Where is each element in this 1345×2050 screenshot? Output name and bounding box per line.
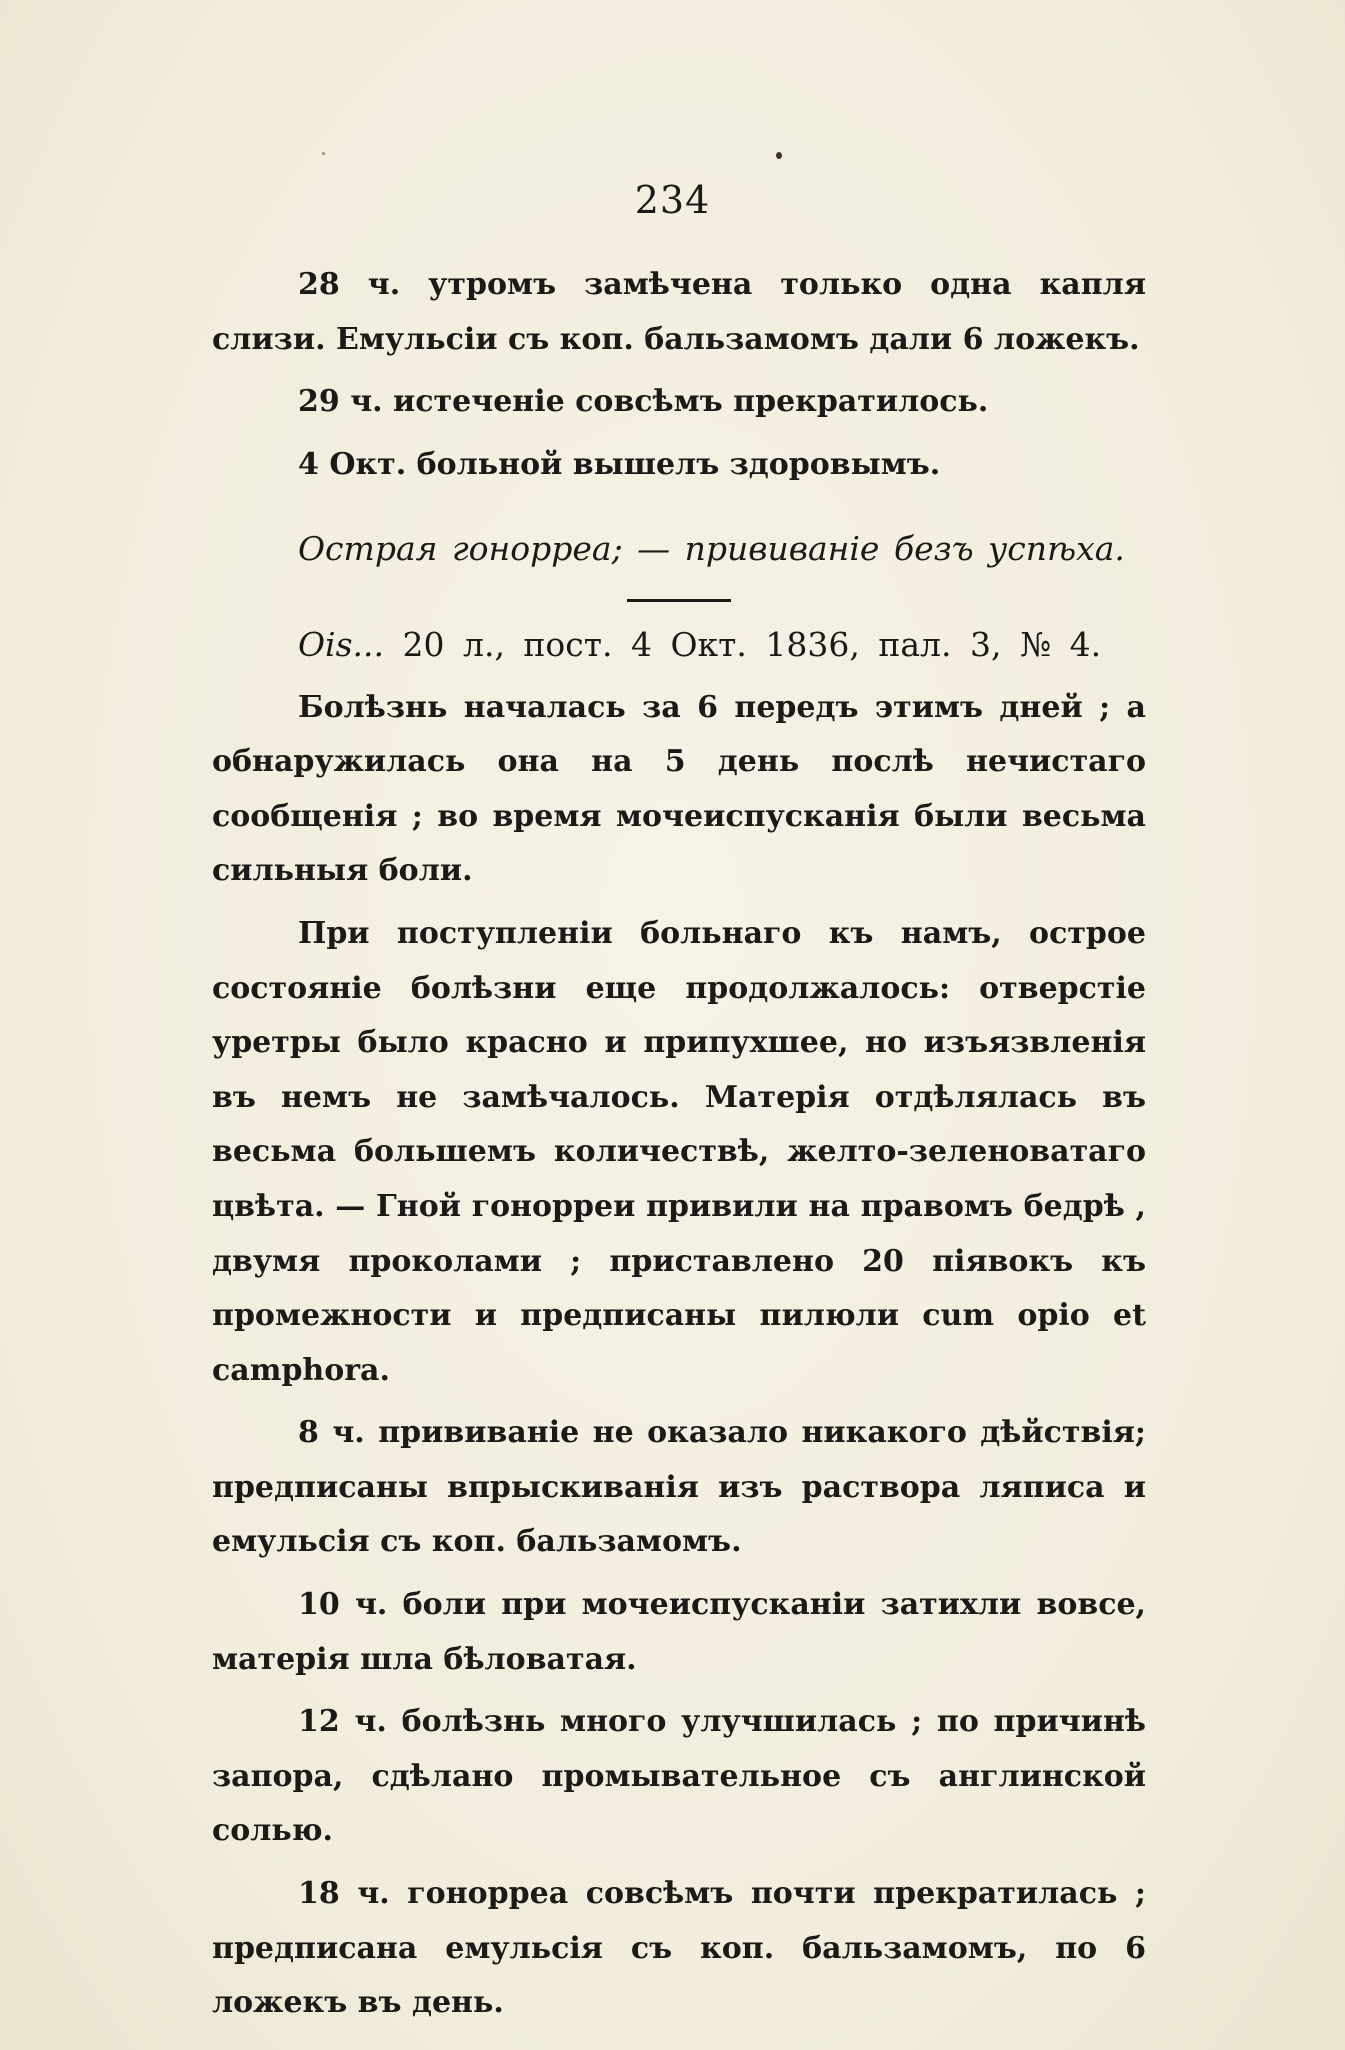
patient-details: 20 л., пост. 4 Окт. 1836, пал. 3, № 4. <box>402 624 1102 664</box>
page-number: 234 <box>634 178 711 222</box>
section-heading: Острая гонорреа; — прививаніе безъ успѣха. <box>298 529 1125 569</box>
body-text <box>212 258 1146 2031</box>
section-rule <box>627 599 731 602</box>
paragraph-day-29: 29 ч. истеченіе совсѣмъ прекратилось. <box>298 384 989 420</box>
paragraph-day-12: 12 ч. болѣзнь много улучшилась ; по причинѣ запора, сдѣлано промывательное съ англинской солью. <box>212 1704 1146 1849</box>
paragraph-day-8: 8 ч. прививаніе не оказало никакого дѣйствія; предписаны впрыскиванія изъ раствора ляписа и емульсія съ коп. бальзамомъ. <box>212 1415 1146 1560</box>
patient-name: Ois... <box>298 624 385 664</box>
paragraph-admission: При поступленіи больнаго къ намъ, острое состояніе болѣзни еще продолжалось: отверстіе уретры было красно и припухшее, но изъязвленія въ немъ не замѣчалось. Матерія отдѣлялась въ весьма большемъ количествѣ, желто-зеленоватаго цвѣта. — Гной гонорреи привили на правомъ бедрѣ , двумя проколами ; приставлено 20 піявокъ къ промежности и предписаны пилюли cum opio et camphora. <box>212 915 1146 1388</box>
paragraph-day-10: 10 ч. боли при мочеиспусканіи затихли вовсе, матерія шла бѣловатая. <box>212 1587 1146 1677</box>
paragraph-day-18: 18 ч. гонорреа совсѣмъ почти прекратилась ; предписана емульсія съ коп. бальзамомъ, по 6 ложекъ въ день. <box>212 1876 1146 2021</box>
paragraph-discharge: 4 Окт. больной вышелъ здоровымъ. <box>298 446 941 482</box>
paragraph-onset: Болѣзнь началась за 6 передъ этимъ дней ; а обнаружилась она на 5 день послѣ нечистаго сообщенія ; во время мочеиспусканія были весьма сильныя боли. <box>212 689 1146 889</box>
ink-speck <box>322 152 325 155</box>
ink-speck <box>776 152 782 159</box>
paragraph-day-28: 28 ч. утромъ замѣчена только одна капля слизи. Емульсіи съ коп. бальзамомъ дали 6 ложекъ. <box>212 267 1146 357</box>
patient-line <box>212 618 1146 673</box>
